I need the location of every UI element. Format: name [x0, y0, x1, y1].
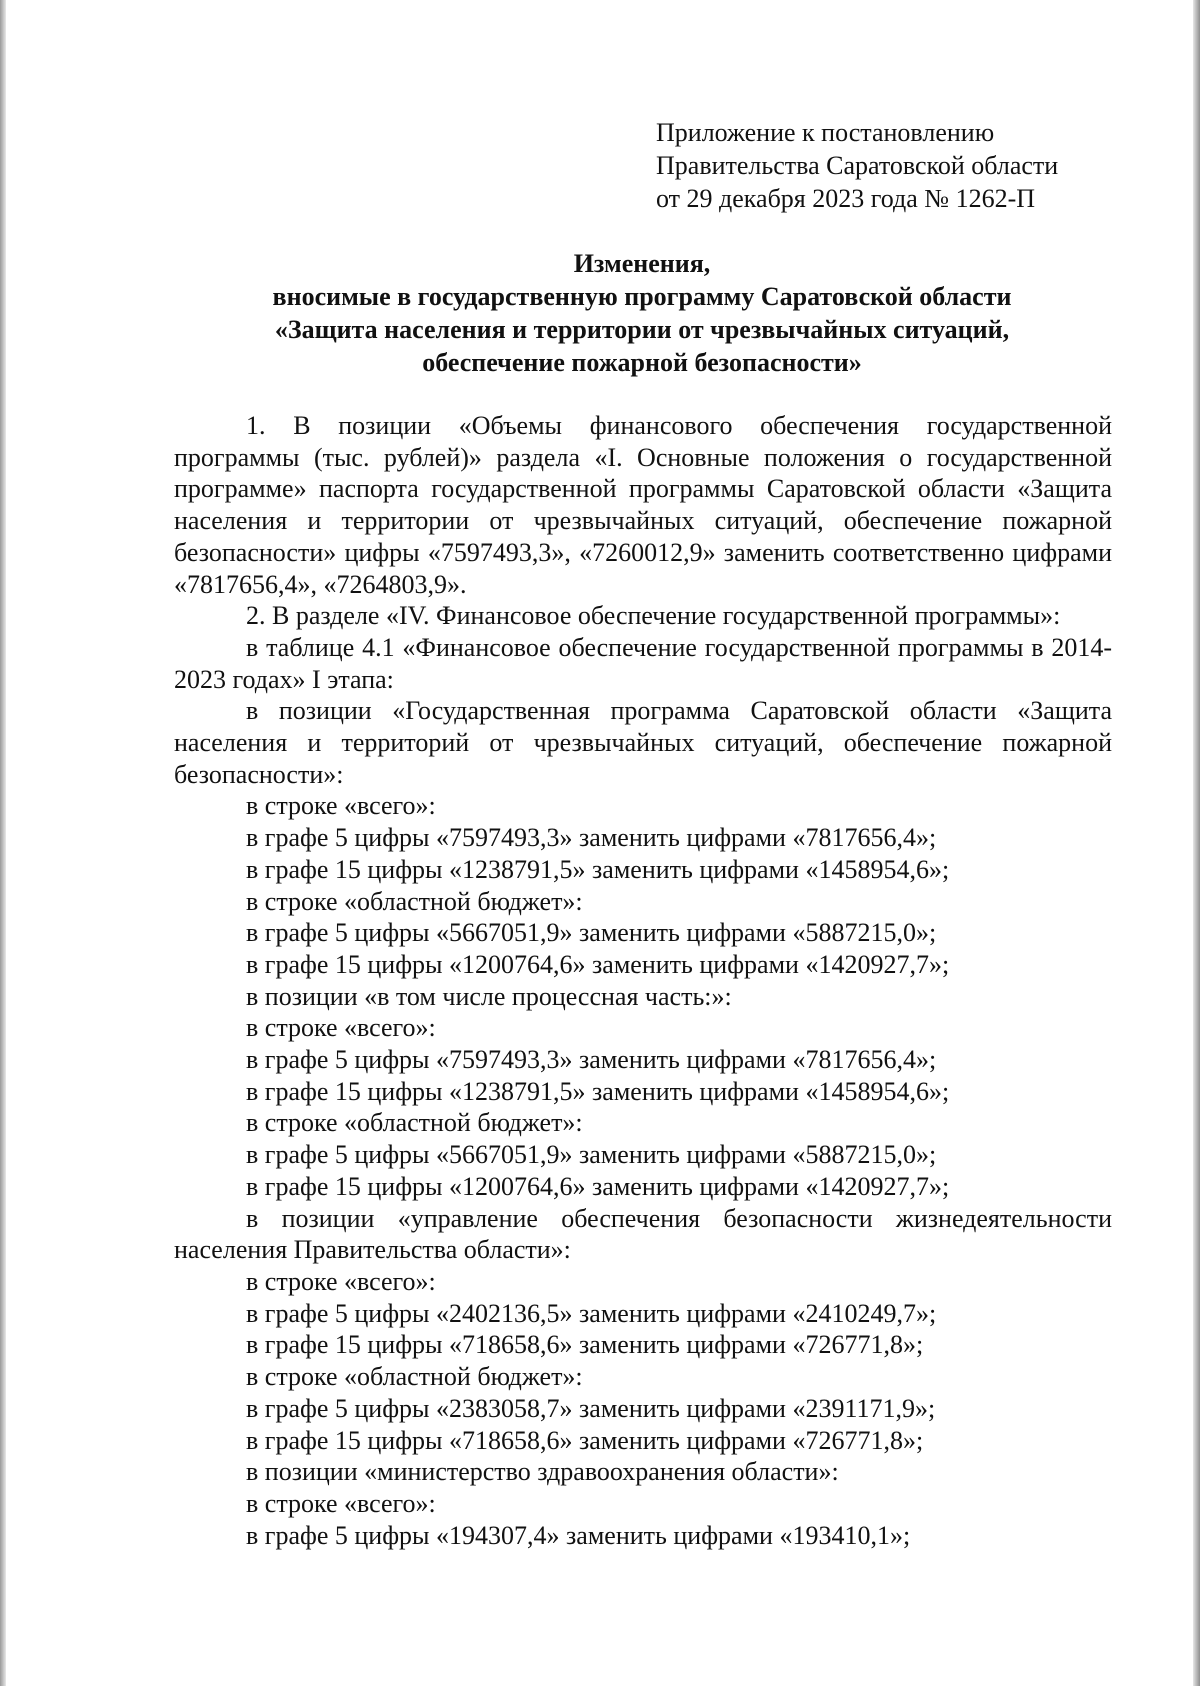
list-item: в графе 15 цифры «1200764,6» заменить цифрами «1420927,7»; — [246, 949, 950, 979]
list-item: в строке «всего»: — [246, 1266, 436, 1296]
paragraph-1: 1. В позиции «Объемы финансового обеспечения государственной программы (тыс. рублей)» раздела «I. Основные положения о государственной программе» паспорта государственной программы Саратовской области «Защита населения и территории от чрезвычайных ситуаций, обеспечение пожарной безопасности» цифры «7597493,3», «7260012,9» заменить соответственно цифрами «7817656,4», «7264803,9». — [174, 411, 1112, 599]
approval-stamp — [656, 116, 1156, 215]
paragraph-3: в таблице 4.1 «Финансовое обеспечение государственной программы в 2014-2023 годах» I этапа: — [174, 632, 1112, 694]
list-item: в графе 5 цифры «5667051,9» заменить цифрами «5887215,0»; — [246, 918, 937, 948]
list-item: в строке «областной бюджет»: — [246, 886, 583, 916]
approval-line: Приложение к постановлению — [656, 118, 995, 147]
approval-line: от 29 декабря 2023 года № 1262-П — [656, 184, 1036, 213]
approval-line: Правительства Саратовской области — [656, 151, 1059, 180]
list-item: в графе 15 цифры «1238791,5» заменить цифрами «1458954,6»; — [246, 1076, 950, 1106]
list-item: в строке «всего»: — [246, 791, 436, 821]
list-item: в графе 5 цифры «5667051,9» заменить цифрами «5887215,0»; — [246, 1140, 937, 1170]
paragraph-2: 2. В разделе «IV. Финансовое обеспечение государственной программы»: — [246, 601, 1061, 631]
list-item: в строке «областной бюджет»: — [246, 1362, 583, 1392]
list-item: в графе 5 цифры «7597493,3» заменить цифрами «7817656,4»; — [246, 823, 937, 853]
paragraph-5: в позиции «управление обеспечения безопасности жизнедеятельности населения Правительства области»: — [174, 1203, 1112, 1265]
list-item: в графе 15 цифры «718658,6» заменить цифрами «726771,8»; — [246, 1330, 924, 1360]
list-item: в графе 5 цифры «194307,4» заменить цифрами «193410,1»; — [246, 1520, 911, 1550]
list-item: в графе 5 цифры «7597493,3» заменить цифрами «7817656,4»; — [246, 1045, 937, 1075]
document-body — [174, 410, 1112, 1551]
title-line: вносимые в государственную программу Саратовской области — [272, 282, 1012, 311]
title-line: Изменения, — [573, 249, 711, 278]
list-item: в графе 15 цифры «1238791,5» заменить цифрами «1458954,6»; — [246, 854, 950, 884]
document-title — [172, 247, 1112, 379]
paragraph-4: в позиции «Государственная программа Саратовской области «Защита населения и территорий от чрезвычайных ситуаций, обеспечение пожарной безопасности»: — [174, 696, 1112, 789]
list-item: в строке «всего»: — [246, 1488, 436, 1518]
title-line: «Защита населения и территории от чрезвычайных ситуаций, — [274, 315, 1010, 344]
list-item: в графе 15 цифры «1200764,6» заменить цифрами «1420927,7»; — [246, 1171, 950, 1201]
list-item: в позиции «в том числе процессная часть:»: — [246, 981, 732, 1011]
list-item: в графе 5 цифры «2383058,7» заменить цифрами «2391171,9»; — [246, 1393, 936, 1423]
list-item: в графе 5 цифры «2402136,5» заменить цифрами «2410249,7»; — [246, 1298, 937, 1328]
list-item: в строке «всего»: — [246, 1013, 436, 1043]
list-item: в позиции «министерство здравоохранения области»: — [246, 1457, 839, 1487]
list-item: в строке «областной бюджет»: — [246, 1108, 583, 1138]
title-line: обеспечение пожарной безопасности» — [422, 348, 862, 377]
list-item: в графе 15 цифры «718658,6» заменить цифрами «726771,8»; — [246, 1425, 924, 1455]
